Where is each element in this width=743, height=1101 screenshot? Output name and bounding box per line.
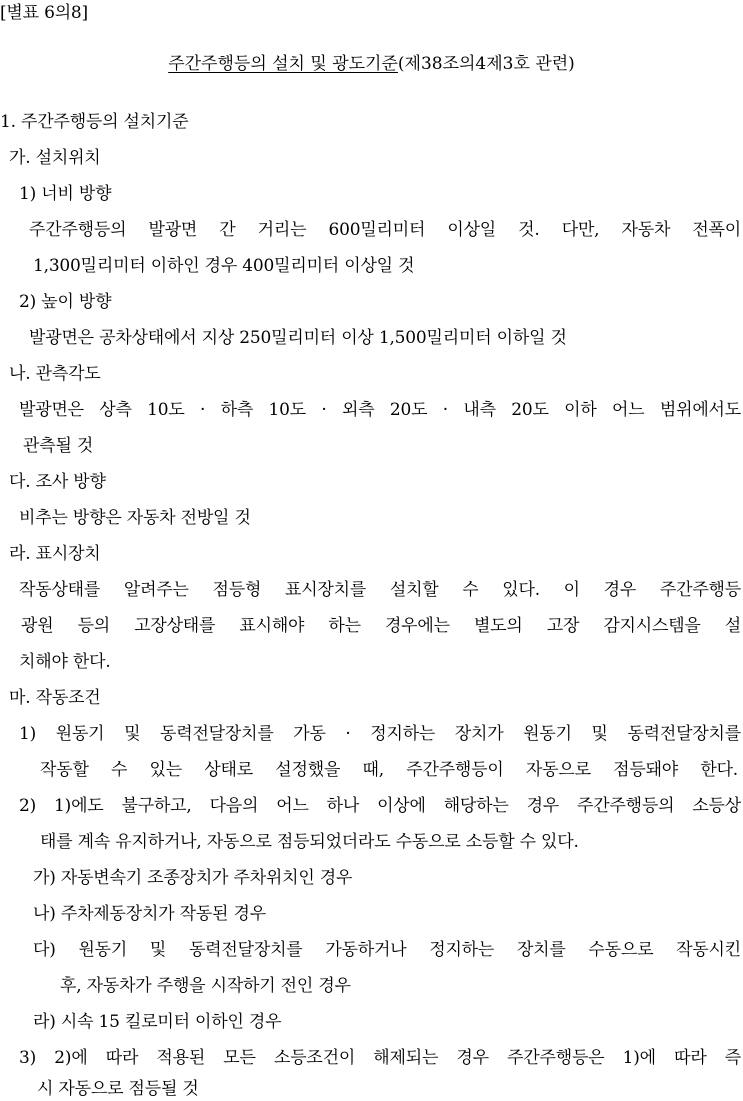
paragraph-line: 작동상태를 알려주는 점등형 표시장치를 설치할 수 있다. 이 경우 주간주행등: [19, 580, 741, 600]
paragraph-line: 비추는 방향은 자동차 전방일 것: [19, 508, 251, 528]
list-item: 가) 자동변속기 조종장치가 주차위치인 경우: [33, 868, 353, 888]
paragraph-line: 2) 1)에도 불구하고, 다음의 어느 하나 이상에 해당하는 경우 주간주행등의 소등상: [19, 796, 741, 816]
paragraph-line: 치해야 한다.: [19, 652, 111, 672]
subsection-heading: 다. 조사 방향: [9, 472, 106, 492]
paragraph-line: 후, 자동차가 주행을 시작하기 전인 경우: [60, 976, 351, 996]
title-reference: (제38조의4제3호 관련): [397, 54, 575, 74]
item-heading: 1) 너비 방향: [19, 184, 112, 204]
paragraph-line: 1) 원동기 및 동력전달장치를 가동 · 정지하는 장치가 원동기 및 동력전달장치를: [19, 724, 741, 744]
paragraph-line: 3) 2)에 따라 적용된 모든 소등조건이 해제되는 경우 주간주행등은 1)에 따라 즉: [19, 1048, 741, 1068]
appendix-label: [별표 6의8]: [0, 3, 88, 23]
subsection-heading: 가. 설치위치: [9, 148, 101, 168]
paragraph-line: 시 자동으로 점등될 것: [37, 1079, 199, 1099]
document-title: [0, 53, 743, 75]
paragraph-line: 발광면은 공차상태에서 지상 250밀리미터 이상 1,500밀리미터 이하일 것: [29, 328, 567, 348]
item-heading: 2) 높이 방향: [19, 292, 112, 312]
paragraph-line: 작동할 수 있는 상태로 설정했을 때, 주간주행등이 자동으로 점등돼야 한다.: [40, 760, 738, 780]
section-heading: 1. 주간주행등의 설치기준: [0, 112, 189, 132]
paragraph-line: 발광면은 상측 10도 · 하측 10도 · 외측 20도 · 내측 20도 이하 어느 범위에서도: [19, 400, 741, 420]
paragraph-line: 주간주행등의 발광면 간 거리는 600밀리미터 이상일 것. 다만, 자동차 전폭이: [29, 220, 741, 240]
paragraph-line: 태를 계속 유지하거나, 자동으로 점등되었더라도 수동으로 소등할 수 있다.: [40, 832, 579, 852]
paragraph-line: 관측될 것: [23, 436, 94, 456]
subsection-heading: 나. 관측각도: [9, 364, 101, 384]
list-item: 나) 주차제동장치가 작동된 경우: [33, 904, 266, 924]
title-main: 주간주행등의 설치 및 광도기준: [168, 54, 398, 74]
subsection-heading: 마. 작동조건: [9, 688, 101, 708]
paragraph-line: 1,300밀리미터 이하인 경우 400밀리미터 이상일 것: [33, 256, 415, 276]
list-item: 라) 시속 15 킬로미터 이하인 경우: [33, 1012, 282, 1032]
subsection-heading: 라. 표시장치: [9, 544, 101, 564]
list-item: 다) 원동기 및 동력전달장치를 가동하거나 정지하는 장치를 수동으로 작동시킨: [33, 940, 741, 960]
paragraph-line: 광원 등의 고장상태를 표시해야 하는 경우에는 별도의 고장 감지시스템을 설: [21, 616, 741, 636]
